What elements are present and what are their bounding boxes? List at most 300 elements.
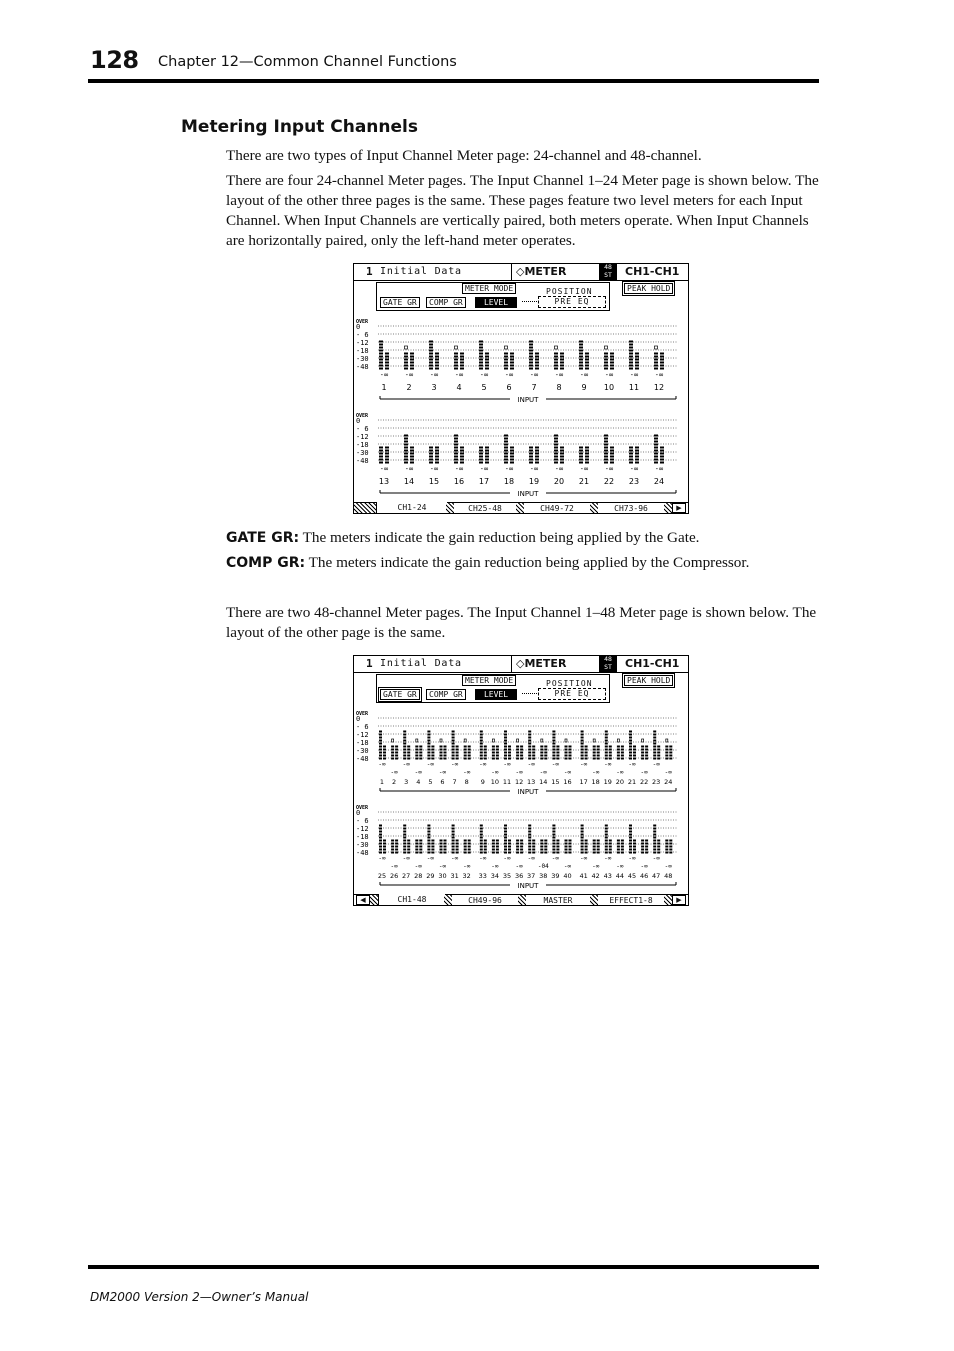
meter-segment: [657, 755, 660, 757]
meter-segment: [604, 438, 608, 440]
channel-number: 8: [556, 383, 562, 392]
meter-segment: [585, 450, 589, 452]
meter-segment: [653, 737, 656, 739]
meter-segment: [552, 749, 555, 751]
meter-segment: [452, 837, 455, 839]
meter-segment: [669, 852, 672, 854]
meter-segment: [504, 840, 507, 842]
meter-segment: [464, 749, 467, 751]
meter-segment: [579, 344, 583, 346]
meter-segment: [621, 755, 624, 757]
meter-segment: [479, 356, 483, 358]
meter-segment: [484, 846, 487, 848]
channel-number: 13: [378, 477, 390, 486]
meter-segment: [529, 368, 533, 370]
meter-segment: [452, 852, 455, 854]
channel-number: 35: [502, 872, 512, 880]
meter-segment: [452, 828, 455, 830]
meter-segment: [484, 752, 487, 754]
infinity-readout: -∞: [379, 371, 389, 379]
meter-segment: [585, 843, 588, 845]
meter-segment: [419, 749, 422, 751]
meter-segment: [552, 837, 555, 839]
tab-ch25-48[interactable]: CH25-48: [468, 504, 502, 513]
infinity-readout: -∞: [579, 855, 588, 862]
meter-segment: [410, 362, 414, 364]
channel-number: 19: [528, 477, 540, 486]
meter-segment: [496, 752, 499, 754]
meter-segment: [604, 453, 608, 455]
meter-segment: [544, 843, 547, 845]
meter-segment: [529, 462, 533, 464]
meter-segment: [528, 831, 531, 833]
channel-number: 14: [539, 778, 548, 786]
meter-segment: [529, 365, 533, 367]
next-page-icon[interactable]: ▶: [672, 895, 686, 905]
scale-label: - 6: [356, 723, 369, 731]
meter-segment: [535, 353, 539, 355]
channel-number: 48: [664, 872, 673, 880]
scale-label: -18: [356, 739, 369, 747]
meter-segment: [435, 447, 439, 449]
meter-segment: [641, 746, 644, 748]
tab-ch49-72[interactable]: CH49-72: [540, 504, 574, 513]
infinity-readout: -∞: [390, 863, 398, 870]
tab-ch73-96[interactable]: CH73-96: [614, 504, 648, 513]
meter-segment: [552, 846, 555, 848]
meter-segment: [529, 459, 533, 461]
channel-number: 23: [652, 778, 661, 786]
meter-segment: [444, 849, 447, 851]
channel-number: 30: [438, 872, 447, 880]
meter-segment: [621, 746, 624, 748]
meter-segment: [585, 852, 588, 854]
meter-segment: [435, 368, 439, 370]
meter-segment: [468, 752, 471, 754]
meter-segment: [403, 837, 406, 839]
meter-segment: [528, 852, 531, 854]
meter-segment: [379, 740, 382, 742]
scale-label: 0: [356, 323, 361, 331]
meter-segment: [532, 758, 535, 760]
meter-segment: [444, 758, 447, 760]
meter-segment: [528, 758, 531, 760]
meter-segment: [610, 356, 614, 358]
channel-number: 2: [406, 383, 412, 392]
infinity-readout: -∞: [579, 371, 589, 379]
infinity-readout: -∞: [654, 465, 664, 473]
meter-segment: [444, 755, 447, 757]
meter-segment: [544, 849, 547, 851]
meter-segment: [454, 456, 458, 458]
meter-segment: [520, 758, 523, 760]
meter-segment: [556, 749, 559, 751]
meter-segment: [395, 852, 398, 854]
meter-segment: [440, 758, 443, 760]
meter-segment: [633, 840, 636, 842]
meter-segment: [444, 840, 447, 842]
meter-segment: [540, 746, 543, 748]
meter-segment: [379, 849, 382, 851]
peak-hold-marker: [593, 739, 595, 742]
meter-segment: [379, 837, 382, 839]
meter-segment: [440, 840, 443, 842]
meter-segment: [480, 849, 483, 851]
meter-segment: [629, 749, 632, 751]
meter-segment: [653, 743, 656, 745]
meter-segment: [427, 849, 430, 851]
meter-segment: [407, 846, 410, 848]
meter-segment: [504, 438, 508, 440]
meter-segment: [554, 462, 558, 464]
scale-label: -30: [356, 355, 369, 363]
meter-segment: [510, 447, 514, 449]
meter-segment: [585, 362, 589, 364]
peak-hold-button[interactable]: PEAK HOLD: [624, 675, 673, 686]
meter-segment: [653, 758, 656, 760]
infinity-readout: -∞: [414, 769, 422, 776]
meter-segment: [504, 755, 507, 757]
meter-segment: [379, 758, 382, 760]
meter-segment: [479, 359, 483, 361]
meter-segment: [468, 749, 471, 751]
meter-segment: [431, 758, 434, 760]
meter-segment: [504, 746, 507, 748]
meter-segment: [654, 362, 658, 364]
meter-segment: [479, 456, 483, 458]
meter-segment: [654, 456, 658, 458]
comp-gr-button[interactable]: COMP GR: [426, 297, 466, 308]
meter-segment: [593, 755, 596, 757]
channel-number: 46: [639, 872, 649, 880]
meter-segment: [383, 849, 386, 851]
meter-segment: [610, 462, 614, 464]
meter-segment: [535, 462, 539, 464]
meter-segment: [510, 362, 514, 364]
meter-segment: [383, 755, 386, 757]
channel-number: 41: [579, 872, 588, 880]
meter-segment: [429, 359, 433, 361]
meter-segment: [484, 840, 487, 842]
meter-segment: [452, 743, 455, 745]
peak-hold-marker: [455, 346, 458, 349]
meter-segment: [605, 834, 608, 836]
meter-segment: [629, 462, 633, 464]
next-page-icon[interactable]: ▶: [672, 503, 686, 513]
meter-segment: [609, 852, 612, 854]
meter-segment: [597, 755, 600, 757]
meter-segment: [657, 849, 660, 851]
meter-segment: [456, 758, 459, 760]
meter-segment: [504, 740, 507, 742]
meter-segment: [456, 752, 459, 754]
meter-segment: [504, 441, 508, 443]
meter-segment: [480, 840, 483, 842]
meter-segment: [403, 834, 406, 836]
peak-hold-marker: [492, 739, 494, 742]
meter-segment: [427, 737, 430, 739]
meter-segment: [379, 840, 382, 842]
scale-label: OVER: [356, 711, 369, 717]
meter-segment: [609, 755, 612, 757]
infinity-readout: -∞: [479, 855, 487, 862]
meter-segment: [554, 359, 558, 361]
infinity-readout: -∞: [629, 371, 639, 379]
peak-hold-marker: [464, 739, 466, 742]
peak-hold-button[interactable]: PEAK HOLD: [624, 283, 673, 294]
channel-number: 44: [615, 872, 625, 880]
meter-segment: [665, 752, 668, 754]
meter-segment: [604, 368, 608, 370]
scale-label: -18: [356, 833, 369, 841]
channel-number: 38: [539, 872, 548, 880]
meter-segment: [379, 462, 383, 464]
meter-segment: [427, 831, 430, 833]
meter-segment: [554, 459, 558, 461]
meter-segment: [479, 368, 483, 370]
meter-segment: [492, 758, 495, 760]
meter-segment: [585, 462, 589, 464]
tab-ch49-96[interactable]: CH49-96: [468, 896, 502, 905]
meter-segment: [379, 749, 382, 751]
scale-label: -12: [356, 825, 369, 833]
meter-segment: [528, 752, 531, 754]
meter-segment: [529, 359, 533, 361]
meter-segment: [532, 840, 535, 842]
meter-segment: [535, 453, 539, 455]
meter-segment: [496, 846, 499, 848]
scale-label: 0: [356, 715, 361, 723]
meter-segment: [528, 840, 531, 842]
meter-segment: [431, 849, 434, 851]
infinity-readout: -∞: [429, 465, 439, 473]
meter-segment: [452, 843, 455, 845]
meter-segment: [554, 438, 558, 440]
meter-segment: [379, 843, 382, 845]
meter-segment: [629, 447, 633, 449]
meter-segment: [629, 834, 632, 836]
channel-number: 6: [506, 383, 512, 392]
meter-segment: [532, 852, 535, 854]
meter-segment: [419, 843, 422, 845]
meter-segment: [395, 755, 398, 757]
meter-segment: [403, 749, 406, 751]
tab-ch1-48[interactable]: CH1-48: [378, 894, 446, 906]
meter-segment: [569, 752, 572, 754]
level-button[interactable]: LEVEL: [475, 689, 517, 700]
meter-segment: [410, 353, 414, 355]
meter-segment: [504, 734, 507, 736]
meter-screen-24ch: [353, 263, 689, 514]
meter-segment: [404, 450, 408, 452]
meter-segment: [565, 852, 568, 854]
meter-segment: [403, 731, 406, 733]
meter-segment: [653, 828, 656, 830]
meter-segment: [653, 734, 656, 736]
meter-segment: [464, 840, 467, 842]
meter-segment: [605, 734, 608, 736]
meter-segment: [540, 758, 543, 760]
meter-segment: [440, 746, 443, 748]
meter-segment: [404, 368, 408, 370]
meter-segment: [535, 459, 539, 461]
infinity-readout: -∞: [404, 465, 414, 473]
meter-segment: [629, 837, 632, 839]
scale-label: -12: [356, 339, 369, 347]
meter-segment: [429, 344, 433, 346]
meter-segment: [653, 846, 656, 848]
meter-segment: [565, 755, 568, 757]
meter-segment: [529, 456, 533, 458]
meter-segment: [460, 365, 464, 367]
meter-segment: [641, 846, 644, 848]
meter-segment: [529, 350, 533, 352]
meter-segment: [468, 843, 471, 845]
channel-number: 29: [426, 872, 435, 880]
meter-segment: [410, 365, 414, 367]
meter-segment: [452, 834, 455, 836]
meter-segment: [610, 365, 614, 367]
level-button[interactable]: LEVEL: [475, 297, 517, 308]
meter-segment: [654, 441, 658, 443]
infinity-readout: -∞: [664, 863, 672, 870]
meter-segment: [508, 758, 511, 760]
meter-segment: [407, 746, 410, 748]
peak-hold-marker: [617, 739, 619, 742]
meter-segment: [585, 758, 588, 760]
meter-segment: [669, 846, 672, 848]
meter-segment: [510, 459, 514, 461]
infinity-readout: -∞: [604, 465, 614, 473]
meter-segment: [454, 459, 458, 461]
meter-segment: [610, 447, 614, 449]
meter-segment: [528, 846, 531, 848]
meter-segment: [419, 849, 422, 851]
gate-gr-button[interactable]: GATE GR: [380, 297, 420, 308]
meter-segment: [496, 746, 499, 748]
intro-paragraph: There are two types of Input Channel Meter page: 24-channel and 48-channel.: [226, 147, 702, 164]
meter-segment: [429, 341, 433, 343]
channel-number: 16: [563, 778, 572, 786]
meter-segment: [464, 746, 467, 748]
channel-number: 20: [553, 477, 565, 486]
meter-segment: [510, 453, 514, 455]
meter-segment: [635, 459, 639, 461]
meter-segment: [605, 758, 608, 760]
meter-segment: [529, 447, 533, 449]
channel-number: 24: [653, 477, 665, 486]
meter-segment: [529, 353, 533, 355]
meter-segment: [504, 737, 507, 739]
meter-segment: [621, 749, 624, 751]
meter-segment: [480, 825, 483, 827]
meter-segment: [617, 840, 620, 842]
meter-segment: [556, 849, 559, 851]
gate-gr-button[interactable]: GATE GR: [380, 689, 420, 700]
meter-segment: [581, 849, 584, 851]
meter-segment: [535, 359, 539, 361]
channel-number: 4: [456, 383, 462, 392]
meter-segment: [395, 758, 398, 760]
meter-segment: [415, 749, 418, 751]
infinity-readout: -∞: [563, 769, 572, 776]
meter-segment: [585, 453, 589, 455]
meter-segment: [569, 749, 572, 751]
channel-number: 10: [490, 778, 500, 786]
position-label: POSITION: [546, 287, 593, 296]
meter-segment: [379, 347, 383, 349]
meter-segment: [516, 849, 519, 851]
meter-segment: [415, 746, 418, 748]
meter-segment: [654, 444, 658, 446]
infinity-readout: -∞: [479, 371, 489, 379]
meter-segment: [657, 840, 660, 842]
meter-segment: [597, 852, 600, 854]
position-value[interactable]: PRE EQ: [538, 296, 606, 308]
meter-segment: [629, 752, 632, 754]
meter-segment: [485, 462, 489, 464]
meter-segment: [479, 341, 483, 343]
infinity-readout: -∞: [654, 371, 664, 379]
meter-segment: [480, 837, 483, 839]
meter-segment: [454, 435, 458, 437]
meter-segment: [504, 450, 508, 452]
meter-segment: [544, 746, 547, 748]
infinity-readout: -∞: [426, 855, 435, 862]
meter-segment: [391, 843, 394, 845]
scale-label: OVER: [356, 413, 369, 419]
meter-segment: [385, 353, 389, 355]
channel-number: 14: [403, 477, 415, 486]
meter-segment: [528, 849, 531, 851]
meter-segment: [556, 846, 559, 848]
meter-segment: [593, 758, 596, 760]
meter-segment: [385, 462, 389, 464]
meter-segment: [556, 852, 559, 854]
prev-page-icon[interactable]: ◀: [356, 895, 370, 905]
meter-segment: [605, 837, 608, 839]
meter-segment: [460, 356, 464, 358]
meter-segment: [560, 453, 564, 455]
meter-segment: [464, 852, 467, 854]
meter-segment: [480, 743, 483, 745]
meter-segment: [556, 840, 559, 842]
meter-segment: [635, 356, 639, 358]
meter-segment: [540, 846, 543, 848]
position-value[interactable]: PRE EQ: [538, 688, 606, 700]
meter-segment: [604, 456, 608, 458]
channel-number: 15: [428, 477, 440, 486]
meter-segment: [610, 456, 614, 458]
meter-segment: [665, 746, 668, 748]
meter-segment: [504, 758, 507, 760]
meter-segment: [605, 749, 608, 751]
meter-segment: [395, 749, 398, 751]
meter-segment: [528, 755, 531, 757]
tab-master[interactable]: MASTER: [543, 896, 573, 905]
tab-effect1-8[interactable]: EFFECT1-8: [609, 896, 653, 905]
meter-segment: [504, 368, 508, 370]
tab-ch1-24[interactable]: CH1-24: [376, 502, 448, 514]
meter-segment: [653, 834, 656, 836]
scale-label: OVER: [356, 319, 369, 325]
scale-label: -48: [356, 363, 369, 371]
meter-segment: [629, 831, 632, 833]
comp-gr-button[interactable]: COMP GR: [426, 689, 466, 700]
channel-number: 23: [628, 477, 640, 486]
meter-segment: [456, 746, 459, 748]
meter-segment: [504, 852, 507, 854]
